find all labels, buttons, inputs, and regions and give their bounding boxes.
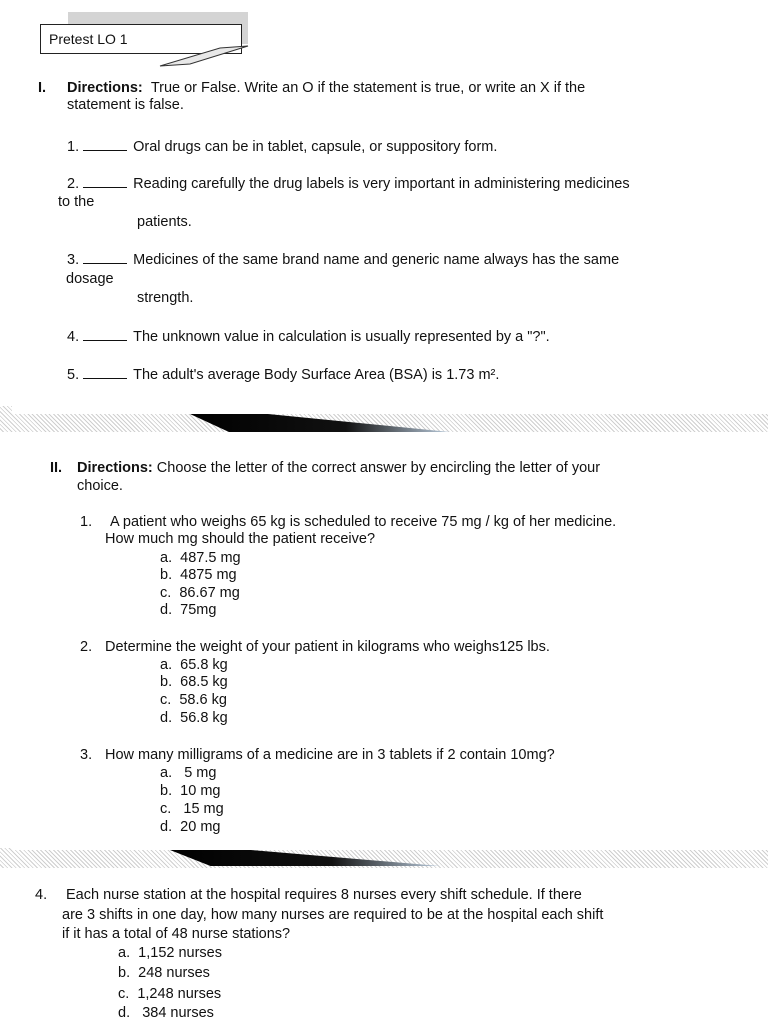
tf-item-text: Reading carefully the drug labels is very important in administering medicines	[133, 176, 630, 192]
choice-letter: b.	[118, 965, 131, 981]
choice-letter: b.	[160, 783, 173, 799]
choice-letter: c.	[118, 986, 130, 1002]
tf-item-3-continuation: strength.	[137, 290, 194, 306]
tf-item-number: 4.	[67, 329, 80, 345]
question-4-number: 4.	[35, 887, 48, 903]
choice-3a[interactable]	[160, 764, 216, 782]
tf-item-4	[67, 328, 550, 346]
choice-text: 248 nurses	[138, 965, 210, 981]
choice-3d[interactable]	[160, 818, 220, 836]
tf-item-2-continuation: patients.	[137, 214, 192, 230]
tf-item-1	[67, 138, 497, 156]
tf-item-number: 5.	[67, 367, 80, 383]
answer-blank[interactable]	[83, 186, 127, 188]
section1-directions-label: Directions:	[67, 80, 143, 96]
tf-item-text: The unknown value in calculation is usually represented by a "?".	[133, 329, 550, 345]
choice-text: 4875 mg	[180, 567, 237, 583]
question-1-line2: How much mg should the patient receive?	[105, 531, 376, 547]
choice-2c[interactable]	[160, 691, 227, 709]
choice-3b[interactable]	[160, 782, 220, 800]
choice-4d[interactable]	[118, 1004, 214, 1022]
choice-letter: a.	[118, 945, 131, 961]
choice-letter: d.	[118, 1005, 131, 1021]
choice-text: 487.5 mg	[180, 550, 241, 566]
answer-blank[interactable]	[83, 149, 127, 151]
tf-item-5	[67, 366, 499, 384]
answer-blank[interactable]	[83, 262, 127, 264]
choice-1a[interactable]	[160, 549, 241, 567]
tf-item-number: 1.	[67, 139, 80, 155]
choice-text: 56.8 kg	[180, 710, 228, 726]
section2-number: II.	[50, 460, 63, 476]
choice-4a[interactable]	[118, 944, 222, 962]
question-4-line1: Each nurse station at the hospital requires 8 nurses every shift schedule. If there	[66, 887, 582, 903]
answer-blank[interactable]	[83, 377, 127, 379]
tf-item-text: The adult's average Body Surface Area (BSA) is 1.73 m².	[133, 367, 500, 383]
question-2-line1: Determine the weight of your patient in kilograms who weighs125 lbs.	[105, 639, 550, 655]
choice-text: 58.6 kg	[179, 692, 227, 708]
choice-text: 5 mg	[184, 765, 217, 781]
choice-letter: a.	[160, 657, 173, 673]
choice-text: 86.67 mg	[179, 585, 240, 601]
choice-letter: a.	[160, 550, 173, 566]
section1-directions-line1: True or False. Write an O if the statement is true, or write an X if the	[150, 80, 586, 96]
choice-2a[interactable]	[160, 656, 228, 674]
tf-item-number: 2.	[67, 176, 80, 192]
tf-item-text: Oral drugs can be in tablet, capsule, or suppository form.	[133, 139, 498, 155]
tf-item-text: Medicines of the same brand name and generic name always has the same	[133, 252, 620, 268]
choice-3c[interactable]	[160, 800, 224, 818]
tf-item-2-wrap: to the	[58, 194, 95, 210]
question-4-line2: are 3 shifts in one day, how many nurses are required to be at the hospital each shift	[62, 907, 604, 923]
page-divider-white-2	[12, 800, 768, 850]
choice-1c[interactable]	[160, 584, 240, 602]
tf-item-3	[67, 251, 619, 269]
section2-directions-line2: choice.	[77, 478, 123, 494]
question-1-number: 1.	[80, 514, 93, 530]
choice-letter: b.	[160, 674, 173, 690]
choice-letter: a.	[160, 765, 173, 781]
section1-number: I.	[38, 80, 47, 96]
section1-directions	[67, 79, 585, 97]
pretest-label: Pretest LO 1	[49, 31, 128, 47]
choice-2d[interactable]	[160, 709, 228, 727]
choice-letter: d.	[160, 710, 173, 726]
choice-text: 10 mg	[180, 783, 221, 799]
question-3-number: 3.	[80, 747, 93, 763]
choice-text: 20 mg	[180, 819, 221, 835]
choice-text: 1,152 nurses	[138, 945, 222, 961]
section2-directions-line1: Choose the letter of the correct answer by encircling the letter of your	[156, 460, 601, 476]
choice-text: 15 mg	[183, 801, 224, 817]
tf-item-2	[67, 175, 630, 193]
choice-2b[interactable]	[160, 673, 228, 691]
choice-text: 1,248 nurses	[137, 986, 222, 1002]
choice-letter: d.	[160, 602, 173, 618]
tf-item-number: 3.	[67, 252, 80, 268]
question-4-line3: if it has a total of 48 nurse stations?	[62, 926, 291, 942]
choice-text: 75mg	[180, 602, 217, 618]
question-2-number: 2.	[80, 639, 93, 655]
choice-4c[interactable]	[118, 985, 221, 1003]
choice-letter: b.	[160, 567, 173, 583]
section2-directions-label: Directions:	[77, 460, 153, 476]
tf-item-3-wrap: dosage	[66, 271, 114, 287]
question-1-line1: A patient who weighs 65 kg is scheduled to receive 75 mg / kg of her medicine.	[110, 514, 617, 530]
choice-text: 68.5 kg	[180, 674, 228, 690]
choice-letter: c.	[160, 585, 172, 601]
choice-text: 65.8 kg	[180, 657, 228, 673]
choice-letter: c.	[160, 692, 172, 708]
choice-1b[interactable]	[160, 566, 237, 584]
card-fold-shape	[150, 44, 250, 68]
answer-blank[interactable]	[83, 339, 127, 341]
section1-directions-line2: statement is false.	[67, 97, 184, 113]
section2-directions	[77, 459, 600, 477]
choice-letter: d.	[160, 819, 173, 835]
choice-4b[interactable]	[118, 964, 210, 982]
choice-text: 384 nurses	[142, 1005, 214, 1021]
question-3-line1: How many milligrams of a medicine are in 3 tablets if 2 contain 10mg?	[105, 747, 555, 763]
choice-1d[interactable]	[160, 601, 216, 619]
choice-letter: c.	[160, 801, 172, 817]
